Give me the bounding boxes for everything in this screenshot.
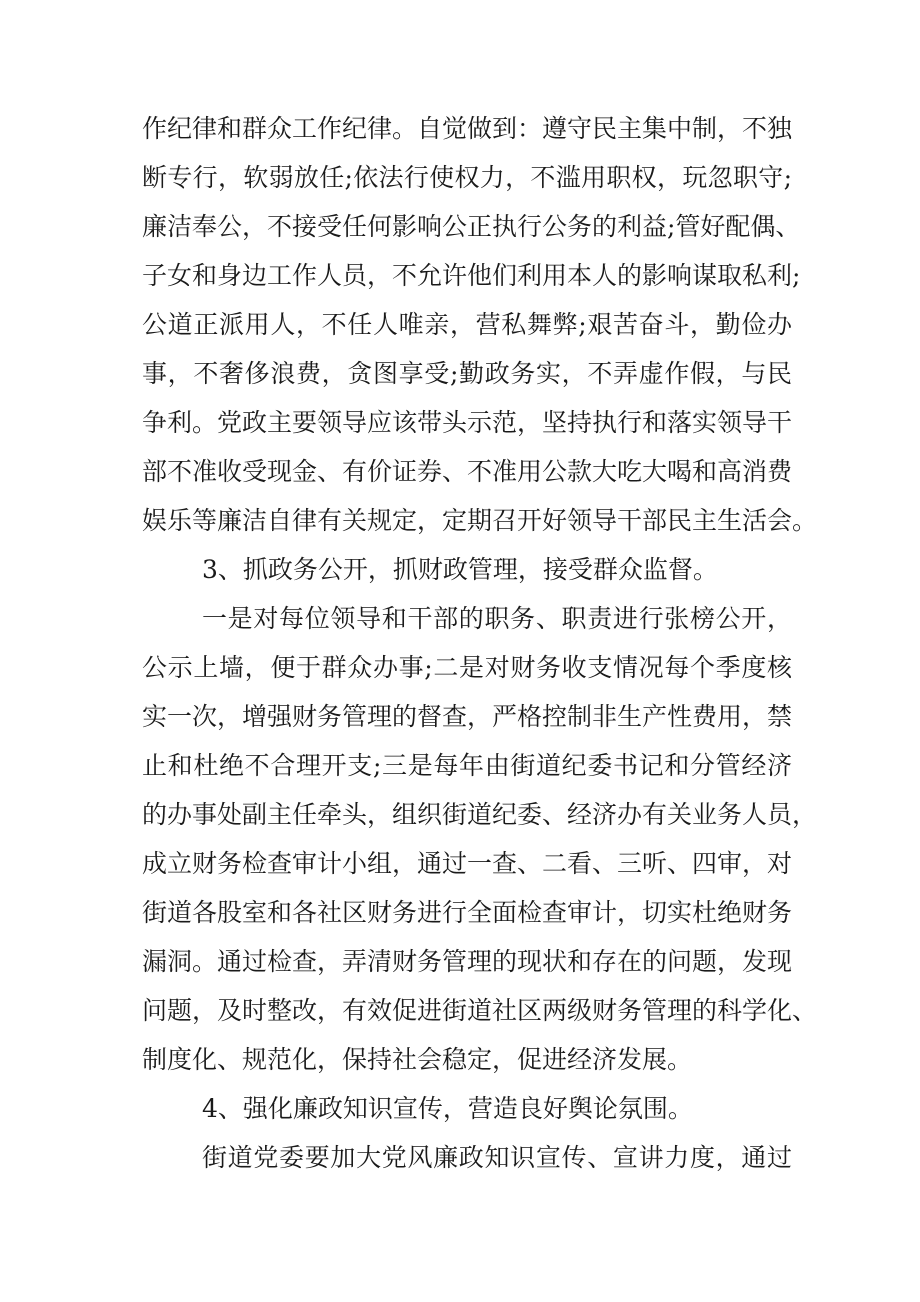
text-line: 街道各股室和各社区财务进行全面检查审计，切实杜绝财务 bbox=[142, 898, 793, 927]
text-line: 公道正派用人，不任人唯亲，营私舞弊;艰苦奋斗，勤俭办 bbox=[142, 310, 792, 339]
paragraph-first-line: 一是对每位领导和干部的职务、职责进行张榜公开， bbox=[202, 604, 792, 633]
text-line: 子女和身边工作人员，不允许他们利用本人的影响谋取私利; bbox=[142, 261, 801, 290]
text-line: 成立财务检查审计小组，通过一查、二看、三听、四审，对 bbox=[142, 849, 793, 878]
text-line: 娱乐等廉洁自律有关规定，定期召开好领导干部民主生活会。 bbox=[142, 506, 818, 535]
text-line: 止和杜绝不合理开支;三是每年由街道纪委书记和分管经济 bbox=[142, 751, 792, 780]
text-line: 漏洞。通过检查，弄清财务管理的现状和存在的问题，发现 bbox=[142, 947, 793, 976]
paragraph-first-line: 街道党委要加大党风廉政知识宣传、宣讲力度，通过 bbox=[202, 1143, 792, 1172]
text-line: 制度化、规范化，保持社会稳定，促进经济发展。 bbox=[142, 1045, 693, 1074]
section-heading-3: 3、抓政务公开，抓财政管理，接受群众监督。 bbox=[202, 555, 718, 584]
text-line: 的办事处副主任牵头，组织街道纪委、经济办有关业务人员， bbox=[142, 800, 818, 829]
text-line: 作纪律和群众工作纪律。自觉做到：遵守民主集中制，不独 bbox=[142, 114, 793, 143]
text-line: 断专行，软弱放任;依法行使权力，不滥用职权，玩忽职守; bbox=[142, 163, 792, 192]
text-line: 问题，及时整改，有效促进街道社区两级财务管理的科学化、 bbox=[142, 996, 818, 1025]
section-heading-4: 4、强化廉政知识宣传，营造良好舆论氛围。 bbox=[202, 1094, 693, 1123]
text-line: 争利。党政主要领导应该带头示范，坚持执行和落实领导干 bbox=[142, 408, 793, 437]
text-line: 廉洁奉公，不接受任何影响公正执行公务的利益;管好配偶、 bbox=[142, 212, 801, 241]
text-line: 实一次，增强财务管理的督查，严格控制非生产性费用，禁 bbox=[142, 702, 793, 731]
text-line: 公示上墙，便于群众办事;二是对财务收支情况每个季度核 bbox=[142, 653, 792, 682]
text-line: 事，不奢侈浪费，贪图享受;勤政务实，不弄虚作假，与民 bbox=[142, 359, 792, 388]
text-line: 部不准收受现金、有价证券、不准用公款大吃大喝和高消费 bbox=[142, 457, 793, 486]
